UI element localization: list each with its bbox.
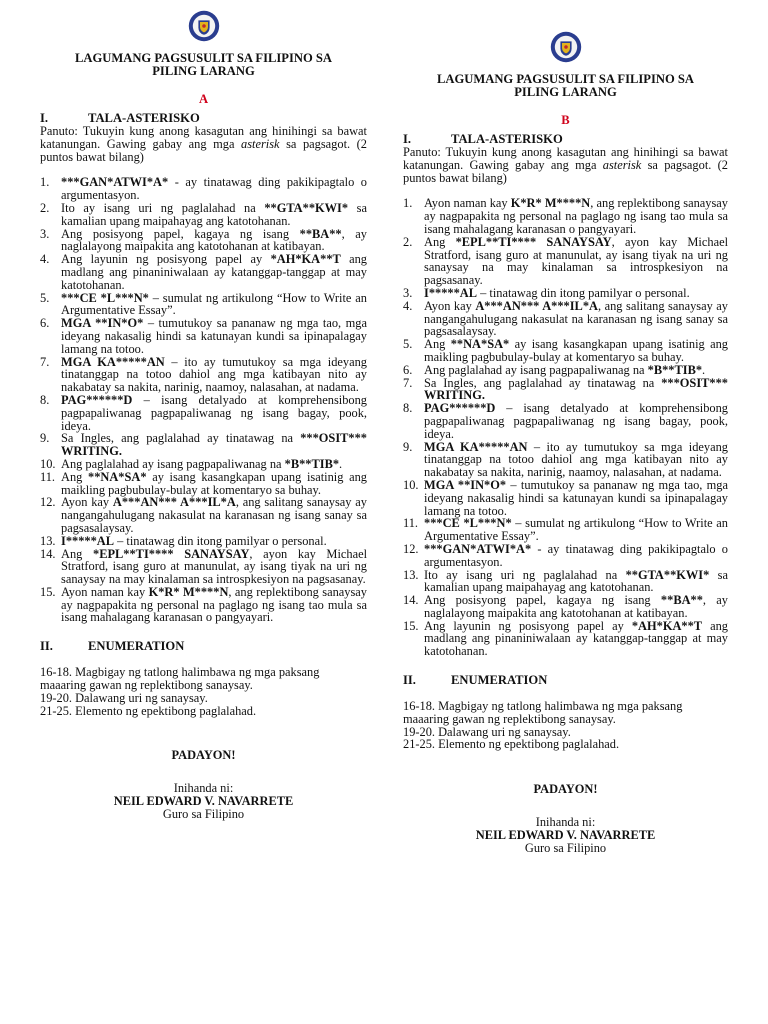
question-item: 7. MGA KA*****AN – ito ay tumutukoy sa mga ideyang tinatanggap na totoo dahiol ang mga katibayan nito ay nakabatay sa nakita, narinig, naamoy, nalasahan, at nadama.: [40, 354, 367, 395]
enumeration-item: 16-18. Magbigay ng tatlong halimbawa ng mga paksang maaaring gawan ng replektibong sanaysay.: [40, 665, 320, 693]
teacher-name: NEIL EDWARD V. NAVARRETE: [113, 794, 294, 809]
question-item: 2. Ito ay isang uri ng paglalahad na **GTA**KWI* sa kamalian upang maipahayag ang katotohanan.: [40, 200, 367, 228]
quiz-version-a: [40, 0, 367, 821]
teacher-role: Guro sa Filipino: [524, 840, 607, 855]
question-item: 12. ***GAN*ATWI*A* - ay tinatawag ding pakikipagtalo o argumentasyon.: [403, 541, 728, 569]
question-item: 13. Ito ay isang uri ng paglalahad na **GTA**KWI* sa kamalian upang maipahayag ang katotohanan.: [403, 567, 728, 595]
version-letter: A: [198, 92, 209, 106]
enumeration-list: [403, 700, 728, 751]
page-title: LAGUMANG PAGSUSULIT SA FILIPINO SA PILING LARANG: [436, 72, 695, 99]
question-item: 15. Ayon naman kay K*R* M****N, ang replektibong sanaysay ay nagpapakita ng personal na paglago ng isang tao mula sa isang mahalagang karanasan o pangyayari.: [40, 584, 368, 625]
question-item: 4. Ayon kay A***AN*** A***IL*A, ang salitang sanaysay ay nangangahulugang nakasulat na karanasan ng isang sanay sa pagsasalaysay.: [403, 298, 729, 339]
closing-padayon: PADAYON!: [171, 748, 236, 763]
question-item: 12. Ayon kay A***AN*** A***IL*A, ang salitang sanaysay ay nangangahulugang nakasulat na karanasan ng isang sanay sa pagsasalaysay.: [40, 495, 367, 535]
enumeration-list: [40, 666, 367, 717]
question-item: 10. MGA **IN*O* – tumutukoy sa pananaw ng mga tao, mga ideyang nakasalig hindi sa katunayan kundi sa ipinapalagay lamang na totoo.: [403, 477, 728, 518]
question-item: 3. I*****AL – tinatawag din itong pamilyar o personal.: [403, 285, 690, 300]
question-item: 5. Ang **NA*SA* ay isang kasangkapan upang isatinig ang maikling pagbubulay-bulay at komentaryo sa buhay.: [403, 337, 728, 364]
teacher-role: Guro sa Filipino: [162, 806, 245, 821]
question-item: 11. ***CE *L***N* – sumulat ng artikulong “How to Write an Argumentative Essay”.: [403, 516, 728, 544]
question-item: 6. Ang paglalahad ay isang pagpapaliwanag na *B**TIB*.: [403, 362, 706, 377]
prepared-by-label: Inihanda ni:: [173, 781, 234, 796]
question-list: [403, 197, 728, 658]
question-item: 2. Ang *EPL**TI**** SANAYSAY, ayon kay Michael Stratford, isang guro at manunulat, ay isang tiyak na uri ng sanaysay na may kinalaman sa introspkesiyon na pagsasanay.: [403, 234, 729, 288]
question-item: 14. Ang *EPL**TI**** SANAYSAY, ayon kay Michael Stratford, isang guro at manunulat, ay isang tiyak na uri ng sanaysay na may kinalaman sa introspkesiyon na pagsasanay.: [40, 546, 368, 587]
question-item: 11. Ang **NA*SA* ay isang kasangkapan upang isatinig ang maikling pagbubulay-bulay at komentaryo sa buhay.: [40, 469, 367, 497]
question-item: 6. MGA **IN*O* – tumutukoy sa pananaw ng mga tao, mga ideyang nakasalig hindi sa katunayan kundi sa ipinapalagay lamang na totoo.: [40, 316, 367, 356]
teacher-name: NEIL EDWARD V. NAVARRETE: [475, 827, 656, 842]
question-item: 1. ***GAN*ATWI*A* - ay tinatawag ding pakikipagtalo o argumentasyon.: [40, 175, 367, 203]
question-item: 14. Ang posisyong papel, kagaya ng isang **BA**, ay naglalayong maipakita ang katotohanan at katibayan.: [403, 593, 729, 620]
enumeration-item: 21-25. Elemento ng epektibong paglalahad.: [403, 737, 620, 752]
school-seal-icon: [550, 31, 582, 63]
page-title: LAGUMANG PAGSUSULIT SA FILIPINO SA PILING LARANG: [74, 51, 333, 78]
question-item: 8. PAG******D – isang detalyado at komprehensibong pagpapaliwanag pagpapaliwanag ng isang bagay, pook, ideya.: [40, 392, 367, 433]
question-item: 15. Ang layunin ng posisyong papel ay *AH*KA**T ang madlang ang pinaniniwalaan ay katanggap-tanggap at may katotohanan.: [403, 618, 728, 659]
question-item: 1. Ayon naman kay K*R* M****N, ang replektibong sanaysay ay nagpapakita ng personal na paglago ng isang tao mula sa isang mahalagang karanasan o pangyayari.: [403, 196, 729, 236]
question-item: 9. MGA KA*****AN – ito ay tumutukoy sa mga ideyang tinatanggap na totoo dahiol ang mga katibayan nito ay nakabatay sa nakita, narinig, naamoy, nalasahan, at nadama.: [403, 439, 728, 480]
enumeration-item: 19-20. Dalawang uri ng sanaysay.: [403, 724, 571, 739]
school-seal-icon: [188, 10, 220, 42]
section-heading-tala: I. TALA-ASTERISKO: [403, 132, 563, 146]
question-item: 5. ***CE *L***N* – sumulat ng artikulong “How to Write an Argumentative Essay”.: [40, 290, 367, 318]
question-list: [40, 176, 367, 624]
question-item: 13. I*****AL – tinatawag din itong pamilyar o personal.: [40, 533, 327, 548]
question-item: 4. Ang layunin ng posisyong papel ay *AH*KA**T ang madlang ang pinaniniwalaan ay katanggap-tanggap at may katotohanan.: [40, 252, 367, 292]
question-item: 10. Ang paglalahad ay isang pagpapaliwanag na *B**TIB*.: [40, 456, 343, 471]
question-item: 9. Sa Ingles, ang paglalahad ay tinatawag na ***OSIT*** WRITING.: [40, 431, 367, 459]
instructions: Panuto: Tukuyin kung anong kasagutan ang hinihingi sa bawat katanungan. Gawing gabay ang mga asterisk sa pagsagot. (2 puntos bawat bilang): [403, 145, 728, 185]
quiz-version-b: [403, 0, 728, 854]
enumeration-item: 21-25. Elemento ng epektibong paglalahad.: [40, 703, 257, 718]
section-heading-enumeration: II. ENUMERATION: [403, 673, 548, 688]
question-item: 7. Sa Ingles, ang paglalahad ay tinatawag na ***OSIT*** WRITING.: [403, 375, 728, 403]
instructions: Panuto: Tukuyin kung anong kasagutan ang hinihingi sa bawat katanungan. Gawing gabay ang mga asterisk sa pagsagot. (2 puntos bawat bilang): [40, 124, 367, 164]
question-item: 3. Ang posisyong papel, kagaya ng isang **BA**, ay naglalayong maipakita ang katotohanan at katibayan.: [40, 226, 367, 254]
enumeration-item: 19-20. Dalawang uri ng sanaysay.: [40, 690, 208, 705]
closing-padayon: PADAYON!: [533, 782, 598, 797]
version-letter: B: [561, 113, 570, 127]
question-item: 8. PAG******D – isang detalyado at komprehensibong pagpapaliwanag pagpapaliwanag ng isang bagay, pook, ideya.: [403, 401, 728, 441]
section-heading-tala: I. TALA-ASTERISKO: [40, 111, 200, 125]
section-heading-enumeration: II. ENUMERATION: [40, 639, 185, 654]
enumeration-item: 16-18. Magbigay ng tatlong halimbawa ng mga paksang maaaring gawan ng replektibong sanaysay.: [403, 699, 683, 726]
prepared-by-label: Inihanda ni:: [535, 815, 596, 830]
